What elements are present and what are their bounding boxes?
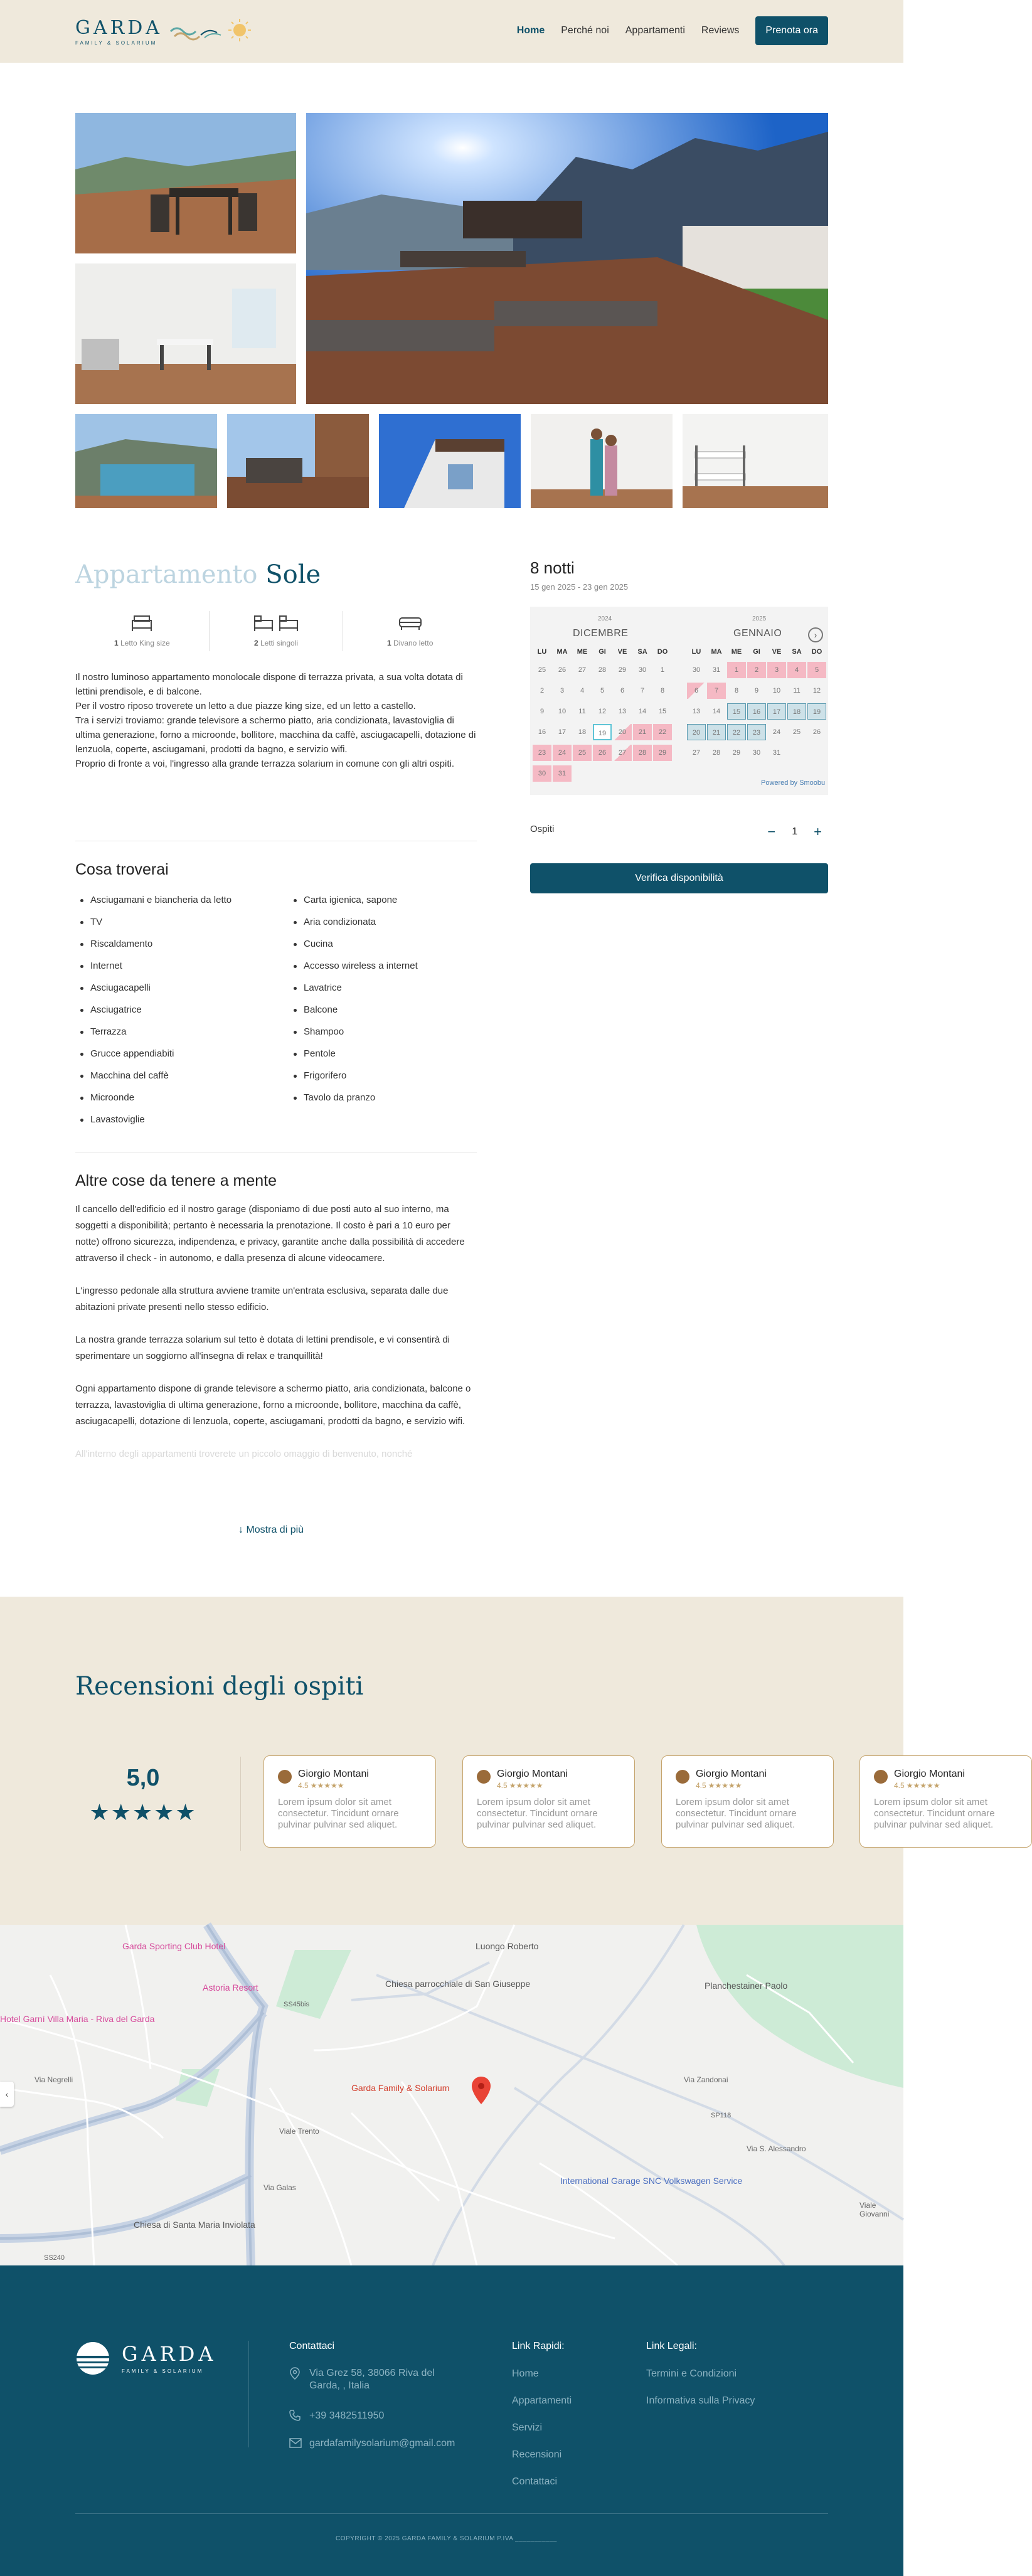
bed-sofa [343, 611, 477, 651]
amenity-item: Microonde [75, 1092, 289, 1114]
description-line: Il nostro luminoso appartamento monolocale dispone di terrazza privata, a sua volta dotata di lettini prendisole, e di balcone. [75, 672, 463, 697]
gallery-thumb-guests[interactable] [531, 414, 673, 508]
gallery-thumb-pool[interactable] [75, 414, 217, 508]
main-nav [517, 16, 828, 45]
nav-home[interactable]: Home [516, 25, 545, 36]
amenity-item: Tavolo da pranzo [289, 1092, 477, 1114]
avatar [477, 1770, 491, 1784]
map-label-luongo[interactable]: Luongo Roberto [476, 1941, 539, 1951]
calendar-day[interactable]: 30 [533, 765, 551, 782]
bed-single-label: Letti singoli [260, 639, 299, 647]
map-label-sporting[interactable]: Garda Sporting Club Hotel [122, 1941, 226, 1951]
calendar-day[interactable]: 7 [707, 683, 726, 699]
check-availability-button[interactable]: Verifica disponibilità [530, 863, 828, 893]
calendar-day-outside[interactable]: 30 [638, 666, 647, 674]
single-bed-icon [277, 613, 300, 632]
phone-icon [289, 2410, 301, 2421]
calendar-day[interactable]: 9 [540, 708, 545, 715]
overall-rating [87, 1765, 199, 1826]
location-map[interactable] [0, 1925, 903, 2265]
amenity-item: Terrazza [75, 1026, 289, 1048]
calendar-day-outside[interactable]: 27 [578, 666, 587, 674]
review-card[interactable] [462, 1755, 635, 1848]
gallery-thumb-bunk-room[interactable] [683, 414, 828, 508]
weekday-header: ME [731, 648, 742, 656]
arrow-down-icon: ↓ [238, 1525, 243, 1535]
review-text: Lorem ipsum dolor sit amet consectetur. Tincidunt ornare pulvinar pulvinar sed aliquet. [278, 1797, 399, 1830]
calendar-day[interactable]: 21 [633, 724, 652, 740]
weekday-header: DO [657, 648, 668, 656]
footer-address[interactable]: Via Grez 58, 38066 Riva del Garda, , Italia [309, 2368, 435, 2391]
gallery-thumb-terrace-lounge[interactable] [227, 414, 369, 508]
footer-link-privacy[interactable]: Informativa sulla Privacy [646, 2395, 755, 2406]
calendar-day[interactable]: 14 [712, 708, 721, 715]
minus-icon[interactable]: − [767, 824, 776, 839]
map-label-church[interactable]: Chiesa parrocchiale di San Giuseppe [385, 1979, 531, 1989]
map-pin-icon[interactable] [472, 2077, 491, 2104]
calendar-day[interactable]: 27 [692, 749, 701, 757]
amenity-item: Balcone [289, 1004, 477, 1026]
weekday-header: GI [598, 648, 606, 656]
book-now-button[interactable]: Prenota ora [755, 16, 828, 45]
calendar-day[interactable]: 11 [793, 687, 801, 695]
logo-wave-sun-icon [169, 16, 257, 45]
calendar-day[interactable]: 2 [540, 687, 545, 695]
calendar-day[interactable]: 13 [618, 708, 627, 715]
calendar-year: 2025 [752, 615, 767, 622]
map-label-villa-maria[interactable]: Hotel Garnì Villa Maria - Riva del Garda [0, 2014, 155, 2024]
amenity-item: Internet [75, 960, 289, 982]
calendar-day[interactable]: 31 [772, 749, 781, 757]
avatar [278, 1770, 292, 1784]
amenities-list [75, 894, 477, 1136]
footer-link-apartments[interactable]: Appartamenti [512, 2395, 572, 2406]
king-bed-icon [130, 613, 153, 632]
gallery-thumb-building[interactable] [379, 414, 521, 508]
reviewer-name: Giorgio Montani [894, 1769, 965, 1779]
footer-link-terms[interactable]: Termini e Condizioni [646, 2368, 737, 2379]
listing-title-light: Appartamento [75, 560, 258, 589]
calendar-day[interactable]: 25 [573, 745, 592, 761]
map-label-santa-maria[interactable]: Chiesa di Santa Maria Inviolata [134, 2220, 255, 2230]
weekday-header: MA [711, 648, 722, 656]
amenity-item: Asciugamani e biancheria da letto [75, 894, 289, 916]
review-rating: 4.5 [497, 1781, 508, 1790]
amenity-item: Asciugacapelli [75, 982, 289, 1004]
contacts-heading: Contattaci [289, 2341, 335, 2351]
map-collapse-icon[interactable]: ‹ [0, 2082, 14, 2107]
review-rating: 4.5 [696, 1781, 706, 1790]
bed-sofa-count: 1 [386, 639, 391, 647]
guests-label: Ospiti [530, 824, 555, 834]
amenity-item: Grucce appendiabiti [75, 1048, 289, 1070]
legal-links-heading: Link Legali: [646, 2341, 697, 2351]
calendar-day[interactable]: 3 [767, 662, 786, 678]
calendar-day[interactable]: 15 [658, 708, 667, 715]
bed-king-label: Letto King size [120, 639, 170, 647]
calendar-day[interactable]: 12 [812, 687, 821, 695]
weekday-header: GI [753, 648, 760, 656]
review-stars-icon: ★★★★★ [906, 1781, 940, 1790]
map-road-label: Viale Giovanni [859, 2201, 890, 2218]
footer-link-home[interactable]: Home [512, 2368, 539, 2379]
reviewer-name: Giorgio Montani [298, 1769, 369, 1779]
review-card[interactable] [859, 1755, 1032, 1848]
calendar-day[interactable]: 5 [600, 687, 605, 695]
brand-subtitle: FAMILY & SOLARIUM [75, 40, 157, 46]
weekday-header: SA [792, 648, 802, 656]
divider [248, 2341, 249, 2447]
amenity-item: TV [75, 916, 289, 938]
calendar-day[interactable]: 12 [598, 708, 607, 715]
review-stars-icon: ★★★★★ [310, 1781, 344, 1790]
weekday-header: LU [537, 648, 547, 656]
amenity-item: Riscaldamento [75, 938, 289, 960]
calendar-day[interactable]: 29 [732, 749, 741, 757]
bed-sofa-label: Divano letto [393, 639, 434, 647]
calendar-day[interactable]: 31 [553, 765, 572, 782]
weekday-header: DO [811, 648, 822, 656]
sofa-bed-icon [398, 613, 423, 632]
gallery-photo-terrace-table[interactable] [75, 113, 296, 253]
calendar-day[interactable]: 25 [792, 728, 801, 736]
calendar-year: 2024 [598, 615, 612, 622]
calendar-day-outside[interactable]: 29 [618, 666, 627, 674]
guests-value: 1 [792, 826, 798, 837]
site-footer [0, 2265, 903, 2576]
amenity-item: Shampoo [289, 1026, 477, 1048]
calendar-day[interactable]: 26 [593, 745, 612, 761]
calendar-day[interactable]: 4 [580, 687, 585, 695]
review-stars-icon: ★★★★★ [708, 1781, 742, 1790]
show-more-link[interactable] [238, 1525, 304, 1536]
map-label-planchestainer[interactable]: Planchestainer Paolo [705, 1981, 788, 1991]
map-road-label: SS240 [44, 2254, 65, 2262]
calendar-day[interactable]: 8 [734, 687, 739, 695]
calendar-day-outside[interactable]: 28 [598, 666, 607, 674]
calendar-day[interactable]: 17 [558, 728, 567, 736]
amenity-item: Lavatrice [289, 982, 477, 1004]
map-road-label: Via S. Alessandro [747, 2144, 806, 2153]
show-more-label: Mostra di più [246, 1525, 304, 1535]
calendar-day[interactable]: 28 [633, 745, 652, 761]
amenity-item: Accesso wireless a internet [289, 960, 477, 982]
calendar-day-outside[interactable]: 30 [692, 666, 701, 674]
calendar-day[interactable]: 1 [727, 662, 746, 678]
calendar-month: DICEMBRE [573, 628, 629, 639]
calendar-day[interactable]: 24 [553, 745, 572, 761]
review-text: Lorem ipsum dolor sit amet consectetur. Tincidunt ornare pulvinar pulvinar sed aliquet. [477, 1797, 598, 1830]
calendar-day[interactable]: 18 [578, 728, 587, 736]
calendar-day[interactable]: 6 [687, 683, 706, 699]
footer-email[interactable]: gardafamilysolarium@gmail.com [309, 2438, 455, 2449]
map-label-garage[interactable]: International Garage SNC Volkswagen Service [560, 2176, 743, 2186]
calendar-day[interactable]: 24 [772, 728, 781, 736]
bed-single [210, 611, 344, 651]
review-text: Lorem ipsum dolor sit amet consectetur. Tincidunt ornare pulvinar pulvinar sed aliquet. [874, 1797, 995, 1830]
calendar-month: GENNAIO [733, 628, 782, 639]
notes-text [75, 1201, 477, 1479]
calendar-day[interactable]: 1 [660, 666, 665, 674]
nav-perche-noi[interactable]: Perché noi [561, 25, 609, 36]
calendar-day[interactable]: 22 [653, 724, 672, 740]
calendar-day[interactable]: 13 [692, 708, 701, 715]
reviews-heading: Recensioni degli ospiti [75, 1672, 364, 1701]
footer-logo-sun-icon [75, 2341, 110, 2376]
calendar-day[interactable]: 30 [752, 749, 761, 757]
amenity-item: Cucina [289, 938, 477, 960]
listing-description [75, 670, 477, 771]
site-header [0, 0, 903, 63]
calendar-day[interactable]: 27 [613, 745, 632, 761]
reviews-section [0, 1597, 995, 1925]
amenity-item: Lavastoviglie [75, 1114, 289, 1136]
calendar-day[interactable]: 18 [787, 703, 806, 720]
calendar-day[interactable]: 2 [747, 662, 766, 678]
calendar-day[interactable]: 16 [747, 703, 766, 720]
bed-summary [75, 611, 477, 651]
calendar-day[interactable]: 10 [558, 708, 567, 715]
calendar-day[interactable]: 9 [754, 687, 759, 695]
description-line: Tra i servizi troviamo: grande televisore a schermo piatto, aria condizionata, lavastoviglia di ultima generazione, forno a microonde, bollitore, macchina da caffè, asciugacapelli, dotazione di lenzuola, coperte, asciugamani, prodotti da bagno, e servizio wifi. [75, 715, 476, 755]
bed-single-count: 2 [253, 639, 258, 647]
notes-paragraph: Il cancello dell'edificio ed il nostro garage (disponiamo di due posti auto al suo interno, ma soggetti a disponibilità; pertanto è necessaria la prenotazione. Il costo è pari a 10 euro per notte) offrono sicurezza, indipendenza, e privacy, garantite anche dalla possibilità di accedere attraverso il check - in autonomo, e dalla presenza di alcune videocamere. [75, 1204, 465, 1264]
weekday-header: SA [637, 648, 647, 656]
footer-link-contact[interactable]: Contattaci [512, 2476, 558, 2487]
plus-icon[interactable]: + [814, 824, 822, 839]
amenity-item: Asciugatrice [75, 1004, 289, 1026]
review-rating: 4.5 [894, 1781, 905, 1790]
map-road-label: Viale Trento [279, 2127, 319, 2136]
calendar-day[interactable]: 10 [772, 687, 781, 695]
map-road-label: SS45bis [284, 2001, 309, 2008]
notes-paragraph: L'ingresso pedonale alla struttura avviene tramite un'entrata esclusiva, separata dalle due abitazioni private presenti nello stesso edificio. [75, 1285, 449, 1312]
notes-faded: All'interno degli appartamenti troverete un piccolo omaggio di benvenuto, nonché [75, 1449, 413, 1459]
amenity-item: Aria condizionata [289, 916, 477, 938]
calendar-day[interactable]: 23 [747, 724, 766, 740]
calendar-day[interactable]: 14 [638, 708, 647, 715]
weekday-header: LU [691, 648, 701, 656]
calendar-day[interactable]: 11 [578, 708, 586, 715]
amenity-item: Pentole [289, 1048, 477, 1070]
brand-logo[interactable] [75, 19, 162, 46]
rating-value: 5,0 [126, 1765, 160, 1791]
footer-logo[interactable] [75, 2341, 217, 2379]
quick-links-heading: Link Rapidi: [512, 2341, 565, 2351]
calendar-day[interactable]: 20 [687, 724, 706, 740]
mail-icon [289, 2438, 302, 2448]
powered-by[interactable]: Powered by Smoobu [761, 779, 826, 787]
calendar-day[interactable]: 8 [660, 687, 665, 695]
map-canvas[interactable] [0, 1925, 903, 2265]
avatar [874, 1770, 888, 1784]
footer-brand-name: GARDA [122, 2342, 217, 2366]
map-label-garda-family[interactable]: Garda Family & Solarium [351, 2083, 450, 2093]
calendar-day[interactable]: 23 [533, 745, 551, 761]
description-line: Per il vostro riposo troverete un letto a due piazze king size, ed un letto a castello. [75, 701, 416, 711]
map-road-label: Via Zandonai [684, 2075, 728, 2084]
amenity-item: Carta igienica, sapone [289, 894, 477, 916]
review-text: Lorem ipsum dolor sit amet consectetur. Tincidunt ornare pulvinar pulvinar sed aliquet. [676, 1797, 797, 1830]
brand-name: GARDA [75, 17, 162, 39]
calendar-day-outside[interactable]: 26 [558, 666, 567, 674]
amenities-heading: Cosa troverai [75, 861, 169, 878]
bed-king-count: 1 [114, 639, 119, 647]
nights-count: 8 notti [530, 558, 575, 577]
bed-king [75, 611, 210, 651]
map-road-label: SP118 [711, 2112, 731, 2119]
calendar-day[interactable]: 15 [727, 703, 746, 720]
footer-link-services[interactable]: Servizi [512, 2422, 543, 2433]
calendar-day[interactable]: 19 [593, 724, 612, 740]
divider [75, 2513, 828, 2514]
calendar-day-outside[interactable]: 31 [712, 666, 721, 674]
amenity-item: Frigorifero [289, 1070, 477, 1092]
amenity-item: Macchina del caffè [75, 1070, 289, 1092]
single-bed-icon [252, 613, 275, 632]
calendar-next-icon[interactable]: › [808, 627, 823, 642]
notes-heading: Altre cose da tenere a mente [75, 1172, 277, 1190]
calendar-day[interactable]: 19 [807, 703, 826, 720]
calendar-day[interactable]: 20 [613, 724, 632, 740]
notes-paragraph: La nostra grande terrazza solarium sul tetto è dotata di lettini prendisole, e vi consentirà di sperimentare un soggiorno all'insegna di relax e tranquillità! [75, 1334, 450, 1361]
calendar-day[interactable]: 17 [767, 703, 786, 720]
review-rating: 4.5 [298, 1781, 309, 1790]
footer-phone[interactable]: +39 3482511950 [309, 2410, 385, 2421]
guests-row [530, 824, 828, 839]
calendar-day[interactable]: 21 [707, 724, 726, 740]
notes-paragraph: Ogni appartamento dispone di grande televisore a schermo piatto, aria condizionata, balcone o terrazza, lavastoviglia di ultima generazione, forno a microonde, bollitore, macchina da caffè, asciugacapelli, dotazione di lenzuola, coperte, asciugamani, prodotti da bagno, e servizio wifi. [75, 1383, 471, 1427]
availability-calendar[interactable] [530, 607, 828, 795]
nav-reviews[interactable]: Reviews [701, 25, 740, 36]
map-label-astoria[interactable]: Astoria Resort [203, 1983, 258, 1993]
listing-title-bold: Sole [265, 560, 321, 589]
calendar-day[interactable]: 7 [640, 687, 645, 695]
calendar-day[interactable]: 5 [807, 662, 826, 678]
calendar-day[interactable]: 6 [620, 687, 625, 695]
gallery-photo-main-terrace[interactable] [306, 113, 828, 404]
weekday-header: VE [617, 648, 627, 656]
review-card[interactable] [263, 1755, 436, 1848]
avatar [676, 1770, 689, 1784]
nav-appartamenti[interactable]: Appartamenti [625, 25, 685, 36]
weekday-header: MA [556, 648, 568, 656]
map-road-label: Via Negrelli [35, 2075, 73, 2084]
listing-title [75, 560, 321, 589]
calendar-day[interactable]: 26 [812, 728, 821, 736]
calendar-day[interactable]: 28 [712, 749, 721, 757]
gallery-photo-living-room[interactable] [75, 263, 296, 404]
weekday-header: VE [772, 648, 782, 656]
description-line: Proprio di fronte a voi, l'ingresso alla grande terrazza solarium in comune con gli altri ospiti. [75, 758, 454, 769]
rating-stars-icon: ★★★★★ [89, 1799, 197, 1825]
calendar-day[interactable]: 4 [787, 662, 806, 678]
divider [240, 1757, 241, 1851]
reviewer-name: Giorgio Montani [696, 1769, 767, 1779]
map-road-label: Via Galas [263, 2183, 296, 2192]
footer-link-reviews[interactable]: Recensioni [512, 2449, 562, 2460]
location-pin-icon [289, 2367, 301, 2380]
footer-brand-subtitle: FAMILY & SOLARIUM [122, 2368, 204, 2374]
weekday-header: ME [577, 648, 588, 656]
date-range: 15 gen 2025 - 23 gen 2025 [530, 582, 629, 592]
calendar-day[interactable]: 3 [560, 687, 565, 695]
calendar-day[interactable]: 16 [538, 728, 546, 736]
calendar-day[interactable]: 22 [727, 724, 746, 740]
calendar-day-outside[interactable]: 25 [538, 666, 546, 674]
review-stars-icon: ★★★★★ [509, 1781, 543, 1790]
calendar-day[interactable]: 29 [653, 745, 672, 761]
reviewer-name: Giorgio Montani [497, 1769, 568, 1779]
copyright: COPYRIGHT © 2025 GARDA FAMILY & SOLARIUM P.IVA ___________ [336, 2535, 557, 2542]
review-card[interactable] [661, 1755, 834, 1848]
